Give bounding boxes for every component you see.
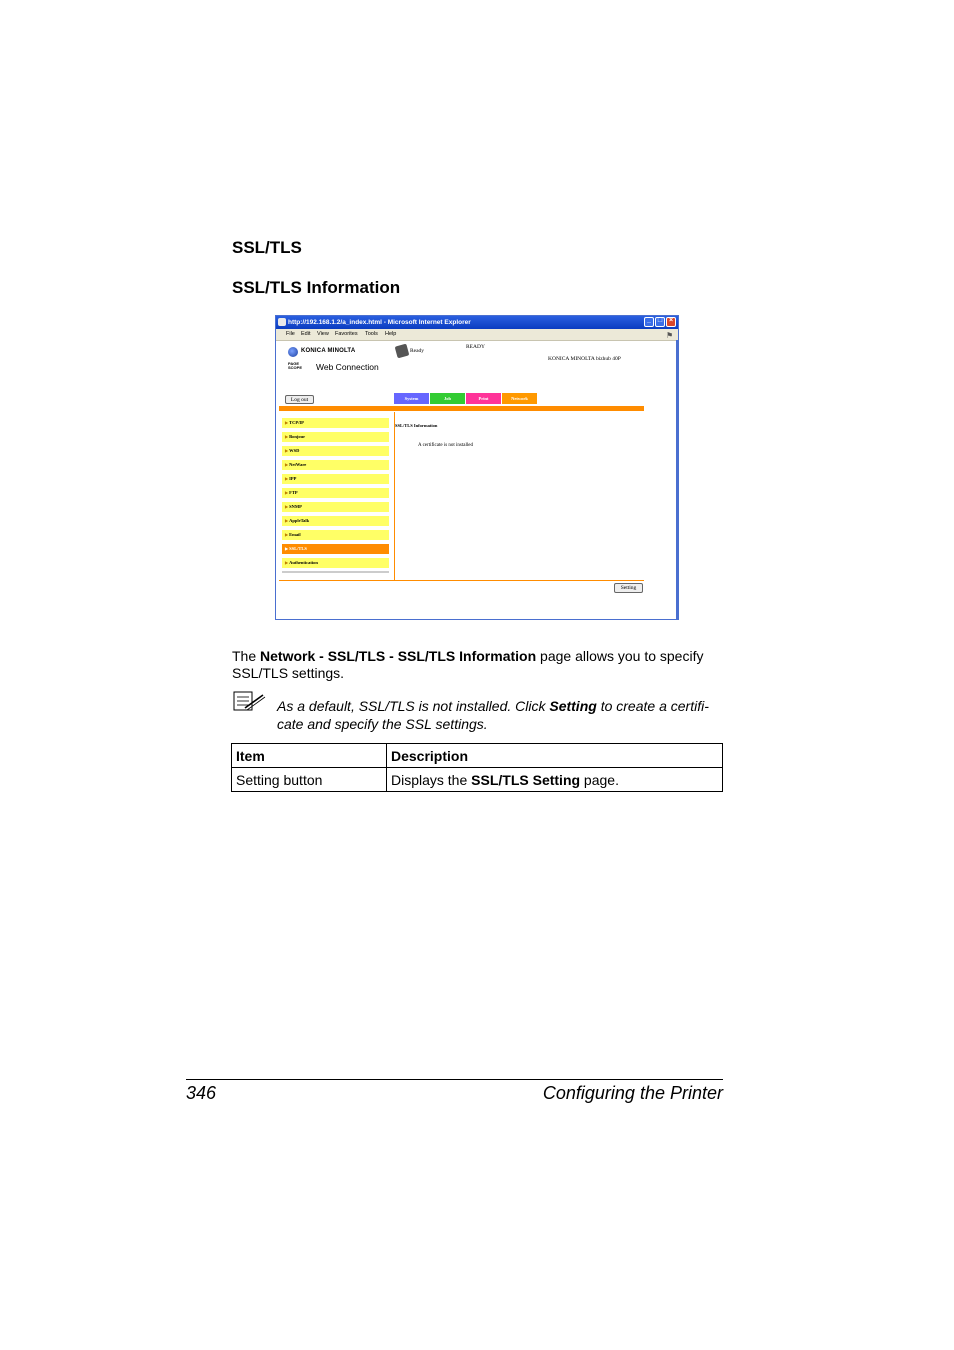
printer-status-icon [395, 344, 410, 359]
section-heading: SSL/TLS [232, 238, 302, 257]
menu-file[interactable]: File [286, 331, 295, 337]
content-title: SSL/TLS Information [395, 423, 438, 428]
printer-status-value: READY [466, 344, 485, 350]
window-border [676, 340, 678, 620]
menu-favorites[interactable]: Favorites [335, 331, 358, 337]
header-divider [279, 406, 644, 411]
browser-title: http://192.168.1.2/a_index.html - Microsoft Internet Explorer [288, 319, 471, 326]
arrow-icon: ▶ [285, 504, 289, 509]
footer-divider [279, 580, 644, 581]
nav-item-ssl-tls[interactable]: ▶SSL/TLS [282, 544, 389, 554]
description-paragraph: The Network - SSL/TLS - SSL/TLS Information page allows you to specify SSL/TLS settings. [232, 648, 704, 681]
tab-system[interactable]: System [394, 393, 429, 404]
table-cell-item: Setting button [232, 768, 387, 792]
tab-network[interactable]: Network [502, 393, 537, 404]
menu-edit[interactable]: Edit [301, 331, 311, 337]
arrow-icon: ▶ [285, 420, 289, 425]
nav-item-netware[interactable]: ▶NetWare [282, 460, 389, 470]
arrow-icon: ▶ [285, 462, 289, 467]
menu-view[interactable]: View [317, 331, 329, 337]
nav-item-appletalk[interactable]: ▶AppleTalk [282, 516, 389, 526]
nav-item-ftp[interactable]: ▶FTP [282, 488, 389, 498]
arrow-icon: ▶ [285, 448, 289, 453]
note-text: As a default, SSL/TLS is not installed. Click Setting to create a certifi-cate and specify the SSL settings. [277, 698, 709, 732]
minimize-icon[interactable]: _ [644, 317, 654, 327]
menu-help[interactable]: Help [385, 331, 397, 337]
arrow-icon: ▶ [285, 518, 289, 523]
subsection-heading: SSL/TLS Information [232, 278, 401, 297]
setting-button[interactable]: Setting [614, 583, 643, 593]
pagescope-logo: PAGE SCOPE [288, 361, 303, 370]
menu-tools[interactable]: Tools [365, 331, 378, 337]
arrow-icon: ▶ [285, 546, 289, 551]
arrow-icon: ▶ [285, 532, 289, 537]
logout-button[interactable]: Log out [285, 395, 314, 404]
ie-icon [278, 318, 286, 326]
arrow-icon: ▶ [285, 490, 289, 495]
brand-name: KONICA MINOLTA [301, 348, 356, 354]
maximize-icon[interactable]: □ [655, 317, 665, 327]
content-message: A certificate is not installed [418, 443, 473, 448]
browser-titlebar [276, 316, 678, 329]
nav-item-snmp[interactable]: ▶SNMP [282, 502, 389, 512]
table-cell-description: Displays the SSL/TLS Setting page. [387, 768, 723, 792]
page-number: 346 [186, 1083, 217, 1103]
close-icon[interactable]: × [666, 317, 676, 327]
tab-print[interactable]: Print [466, 393, 501, 404]
printer-status-label: Ready [410, 348, 425, 354]
table-header-item: Item [232, 744, 387, 768]
table-row [232, 768, 723, 792]
nav-item-bonjour[interactable]: ▶Bonjour [282, 432, 389, 442]
tab-job[interactable]: Job [430, 393, 465, 404]
footer-rule [186, 1079, 723, 1080]
arrow-icon: ▶ [285, 476, 289, 481]
browser-screenshot [275, 315, 679, 620]
browser-menubar [276, 329, 678, 341]
nav-divider [282, 571, 389, 573]
nav-item-authentication[interactable]: ▶Authentication [282, 558, 389, 568]
nav-item-tcpip[interactable]: ▶TCP/IP [282, 418, 389, 428]
arrow-icon: ▶ [285, 560, 289, 565]
table-header-row [232, 744, 723, 768]
description-table [231, 743, 723, 792]
nav-item-ipp[interactable]: ▶IPP [282, 474, 389, 484]
arrow-icon: ▶ [285, 434, 289, 439]
web-connection-title: Web Connection [316, 362, 379, 372]
windows-flag-icon: ⚑ [666, 331, 674, 340]
nav-item-wsd[interactable]: ▶WSD [282, 446, 389, 456]
table-header-description: Description [387, 744, 723, 768]
printer-model: KONICA MINOLTA bizhub 40P [548, 356, 621, 362]
note-icon [233, 690, 267, 712]
nav-item-email[interactable]: ▶Email [282, 530, 389, 540]
konica-minolta-logo-icon [288, 347, 298, 357]
network-nav [279, 412, 395, 580]
chapter-title: Configuring the Printer [542, 1083, 723, 1103]
